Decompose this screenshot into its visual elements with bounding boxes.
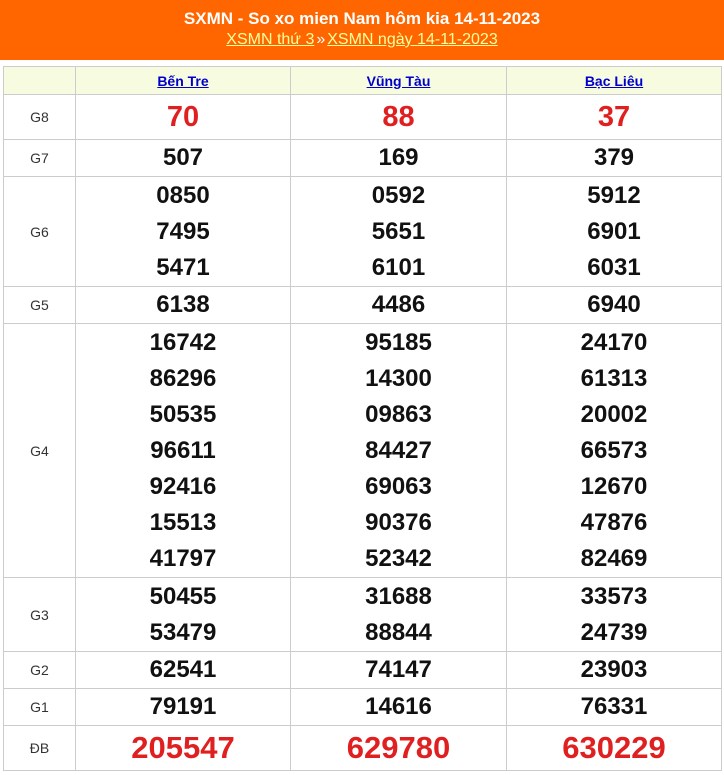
- result-number: 0592: [371, 181, 426, 209]
- prize-label: G5: [4, 287, 76, 324]
- prize-row-g8: [4, 95, 722, 140]
- result-number: 5651: [371, 217, 426, 245]
- prize-row-g6: [4, 177, 722, 287]
- province-link-ben-tre[interactable]: Bến Tre: [157, 72, 209, 89]
- result-number: 630229: [562, 730, 666, 765]
- result-cell: [507, 140, 722, 177]
- result-cell: [76, 578, 291, 652]
- result-number: 4486: [371, 291, 426, 318]
- result-number: 15513: [149, 508, 217, 536]
- result-cell: [291, 726, 507, 771]
- result-number: 379: [593, 144, 635, 171]
- result-number: 61313: [580, 364, 648, 392]
- result-cell: [76, 177, 291, 287]
- result-number: 66573: [580, 436, 648, 464]
- prize-row-g2: [4, 652, 722, 689]
- result-cell: [507, 324, 722, 578]
- result-number: 69063: [365, 472, 432, 500]
- breadcrumb-link-date[interactable]: XSMN ngày 14-11-2023: [327, 31, 498, 48]
- result-number: 6031: [587, 253, 641, 281]
- result-number: 37: [597, 101, 631, 133]
- result-number: 88844: [365, 618, 432, 646]
- result-cell: [76, 324, 291, 578]
- prize-label: ĐB: [4, 726, 76, 771]
- result-number: 5471: [156, 253, 210, 281]
- result-number: 95185: [365, 328, 432, 356]
- prize-row-g5: [4, 287, 722, 324]
- breadcrumb-link-weekday[interactable]: XSMN thứ 3: [226, 31, 315, 48]
- page-header: [0, 0, 724, 60]
- province-link-bac-lieu[interactable]: Bạc Liêu: [584, 72, 644, 89]
- result-number: 50455: [149, 582, 217, 610]
- result-cell: [291, 578, 507, 652]
- result-number: 20002: [580, 400, 648, 428]
- result-cell: [507, 689, 722, 726]
- province-header-vung-tau: [291, 67, 507, 95]
- page-title: SXMN - So xo mien Nam hôm kia 14-11-2023: [183, 9, 541, 28]
- header-corner-cell: [4, 67, 76, 95]
- result-number: 24739: [580, 618, 648, 646]
- province-header-row: [4, 67, 722, 95]
- result-number: 70: [166, 101, 200, 133]
- result-cell: [76, 95, 291, 140]
- province-header-bac-lieu: [507, 67, 722, 95]
- result-number: 50535: [149, 400, 217, 428]
- result-number: 629780: [346, 730, 451, 765]
- prize-row-g1: [4, 689, 722, 726]
- result-number: 6940: [587, 291, 641, 318]
- result-cell: [76, 726, 291, 771]
- result-number: 09863: [365, 400, 432, 428]
- result-number: 92416: [149, 472, 217, 500]
- result-number: 23903: [580, 656, 648, 683]
- prize-row-g4: [4, 324, 722, 578]
- result-cell: [507, 578, 722, 652]
- result-number: 14616: [365, 693, 432, 720]
- result-number: 14300: [365, 364, 432, 392]
- result-number: 24170: [580, 328, 648, 356]
- results-body: [4, 95, 722, 771]
- result-number: 74147: [365, 656, 432, 683]
- prize-label: G6: [4, 177, 76, 287]
- prize-row-g7: [4, 140, 722, 177]
- result-number: 0850: [156, 181, 210, 209]
- prize-label: G7: [4, 140, 76, 177]
- result-number: 47876: [580, 508, 648, 536]
- result-number: 507: [162, 144, 204, 171]
- prize-row-db: [4, 726, 722, 771]
- province-link-vung-tau[interactable]: Vũng Tàu: [366, 72, 431, 89]
- prize-label: G8: [4, 95, 76, 140]
- result-cell: [507, 652, 722, 689]
- result-number: 16742: [149, 328, 217, 356]
- result-number: 52342: [365, 544, 432, 572]
- province-header-ben-tre: [76, 67, 291, 95]
- breadcrumb: [0, 30, 724, 50]
- result-cell: [76, 287, 291, 324]
- result-number: 6138: [156, 291, 210, 318]
- result-cell: [76, 652, 291, 689]
- result-number: 53479: [149, 618, 217, 646]
- result-number: 76331: [580, 693, 648, 720]
- result-number: 86296: [149, 364, 217, 392]
- result-cell: [76, 140, 291, 177]
- results-table: [3, 66, 722, 771]
- result-cell: [291, 287, 507, 324]
- result-cell: [291, 177, 507, 287]
- result-number: 31688: [365, 582, 432, 610]
- result-number: 12670: [580, 472, 648, 500]
- result-number: 7495: [156, 217, 210, 245]
- result-cell: [507, 177, 722, 287]
- result-cell: [76, 689, 291, 726]
- result-cell: [507, 287, 722, 324]
- result-cell: [291, 95, 507, 140]
- result-number: 6101: [371, 253, 426, 281]
- result-number: 5912: [587, 181, 641, 209]
- result-number: 96611: [150, 436, 216, 464]
- result-number: 62541: [149, 656, 217, 683]
- result-cell: [291, 324, 507, 578]
- result-number: 41797: [149, 544, 217, 572]
- result-number: 90376: [365, 508, 432, 536]
- breadcrumb-separator: »: [316, 31, 326, 48]
- result-number: 84427: [365, 436, 432, 464]
- prize-label: G4: [4, 324, 76, 578]
- result-number: 33573: [580, 582, 648, 610]
- result-number: 6901: [587, 217, 641, 245]
- prize-label: G3: [4, 578, 76, 652]
- prize-label: G2: [4, 652, 76, 689]
- result-number: 205547: [131, 730, 235, 765]
- result-cell: [291, 689, 507, 726]
- prize-row-g3: [4, 578, 722, 652]
- result-number: 88: [382, 101, 415, 133]
- result-cell: [507, 95, 722, 140]
- result-cell: [291, 652, 507, 689]
- result-cell: [507, 726, 722, 771]
- result-cell: [291, 140, 507, 177]
- result-number: 169: [378, 144, 419, 171]
- result-number: 79191: [149, 693, 217, 720]
- prize-label: G1: [4, 689, 76, 726]
- result-number: 82469: [580, 544, 648, 572]
